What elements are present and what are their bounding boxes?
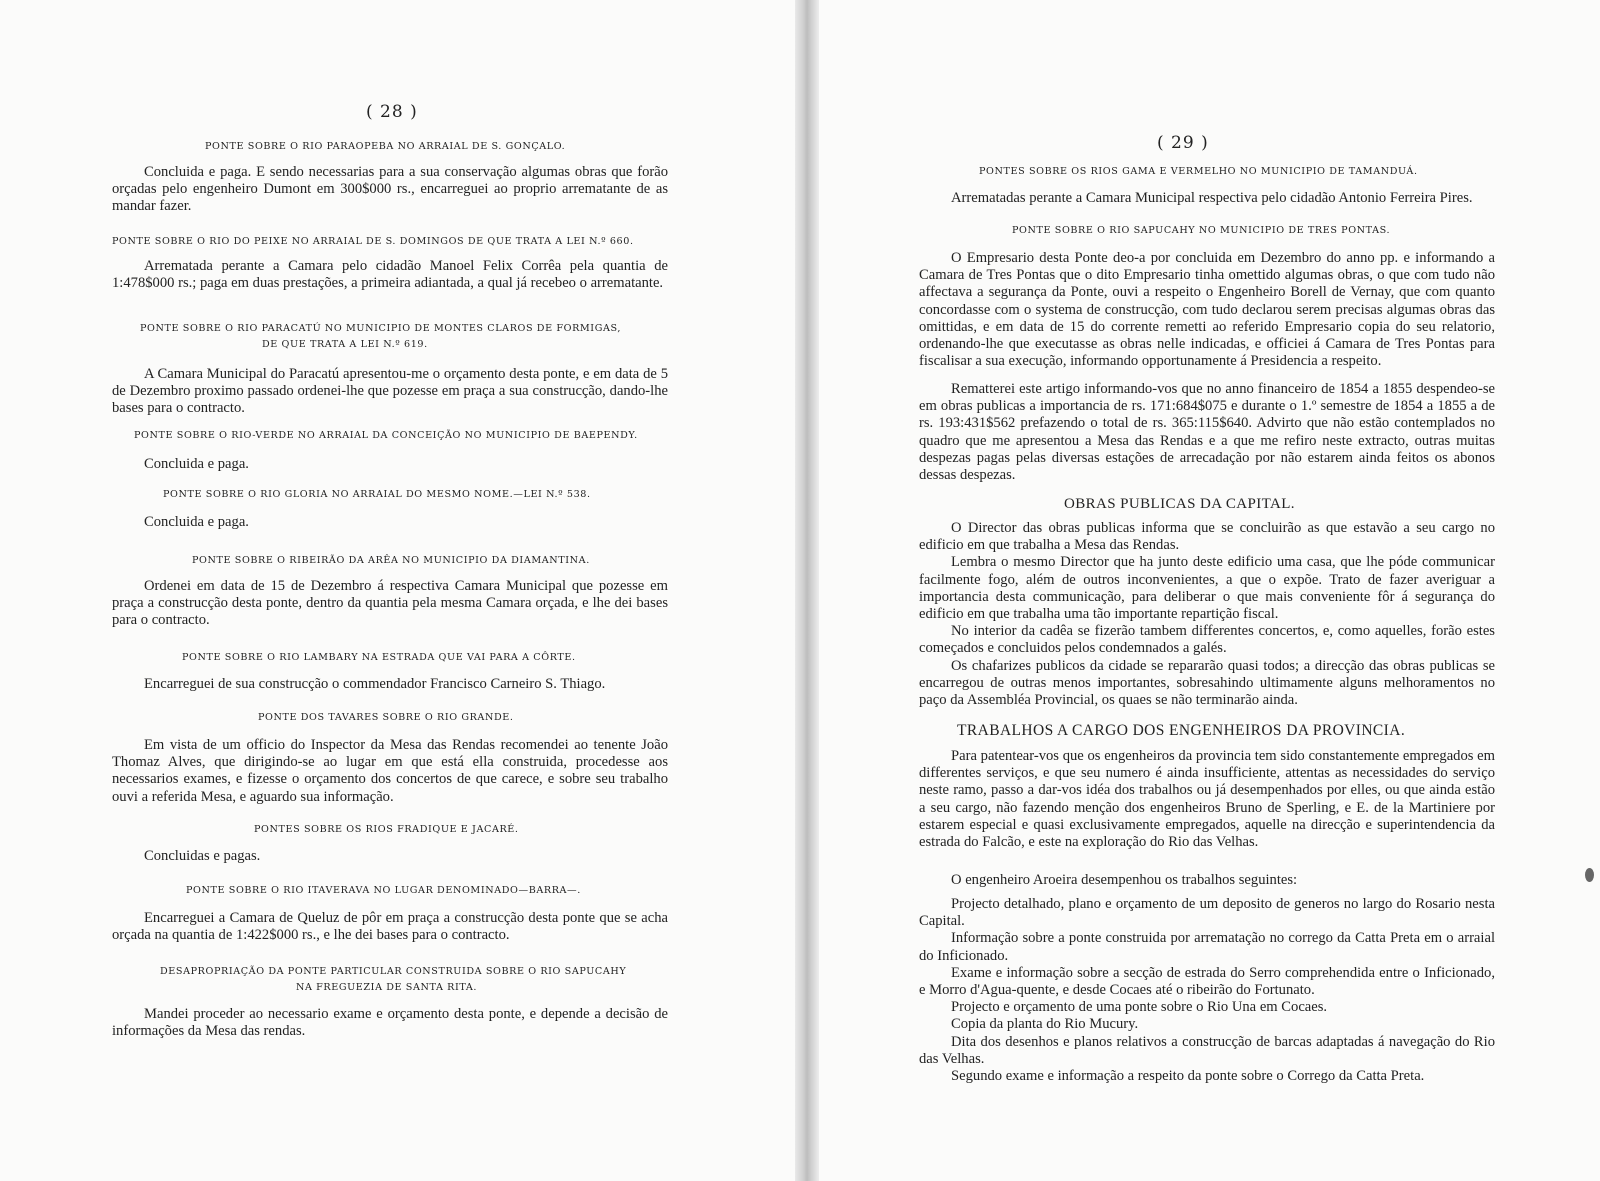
page-number: ( 28 ) [366, 102, 418, 122]
paragraph: Os chafarizes publicos da cidade se repararão quasi todos; a direcção das obras publicas se encarregou de outras menos importantes, sobresahindo ultimamente alguns melhoramentos no paço da Assembléa Provincial, os quaes se não terminarão ainda. [919, 657, 1495, 709]
section-title: TRABALHOS A CARGO DOS ENGENHEIROS DA PROVINCIA. [957, 722, 1406, 739]
paragraph: O engenheiro Aroeira desempenhou os trabalhos seguintes: [951, 872, 1298, 888]
section-text: Encarreguei a Camara de Queluz de pôr em praça a construcção desta ponte que se acha orçada na quantia de 1:422$000 rs., e lhe dei bases para o contracto. [112, 910, 668, 944]
paragraph: Para patentear-vos que os engenheiros da provincia tem sido constantemente empregados em differentes serviços, e que seu numero é ainda insufficiente, attentas as necessidades do serviço neste ramo, passo a dar-vos idéa dos trabalhos ou já desempenhados por elles, ou que ainda estão a seu cargo, não fazendo menção dos engenheiros Bruno de Sperling, e E. de la Martiniere por estarem especial e quasi exclusivamente empregados, aquelle na direcção e superintendencia da estrada do Falcão, e este na exploração do Rio das Velhas. [919, 748, 1495, 851]
paragraph: No interior da cadêa se fizerão tambem differentes concertos, e, como aquelles, forão estes começados e concluidos pelos condemnados a galés. [919, 623, 1495, 657]
paragraph: Lembra o mesmo Director que ha junto deste edificio uma casa, que lhe póde communicar facilmente fogo, além de outros inconvenientes, a que o expõe. Trato de fazer averiguar a importancia desta communicação, para deliberar o que mais conveniente fôr á segurança do edificio em que trabalha uma tão importante repartição fiscal. [919, 554, 1495, 623]
section-heading: PONTE SOBRE O RIBEIRÃO DA ARÊA NO MUNICIPIO DA DIAMANTINA. [192, 555, 590, 566]
section-heading: PONTE SOBRE O RIO DO PEIXE NO ARRAIAL DE S. DOMINGOS DE QUE TRATA A LEI N.º 660. [112, 236, 634, 247]
section-text: A Camara Municipal do Paracatú apresentou-me o orçamento desta ponte, e em data de 5 de Dezembro proximo passado ordenei-lhe que pozesse em praça a sua construcção, dando-lhe bases para o contracto. [112, 366, 668, 417]
section-heading: PONTE SOBRE O RIO ITAVERAVA NO LUGAR DENOMINADO—BARRA—. [186, 885, 581, 896]
section-text: Arrematada perante a Camara pelo cidadão Manoel Felix Corrêa pela quantia de 1:478$000 rs.; paga em duas prestações, a primeira adiantada, a qual já recebeo o arrematante. [112, 258, 668, 292]
section-heading: PONTE SOBRE O RIO LAMBARY NA ESTRADA QUE VAI PARA A CÔRTE. [182, 652, 576, 663]
section-text: Concluida e paga. E sendo necessarias para a sua conservação algumas obras que forão orçadas pelo engenheiro Dumont em 300$000 rs., encarreguei ao proprio arrematante de as mandar fazer. [112, 164, 668, 215]
right-page [819, 0, 1600, 1181]
aroeira-list [919, 896, 1495, 1085]
section-text: Mandei proceder ao necessario exame e orçamento desta ponte, e depende a decisão de informações da Mesa das rendas. [112, 1006, 668, 1040]
section-text: Rematterei este artigo informando-vos que no anno financeiro de 1854 a 1855 despendeo-se em obras publicas a importancia de rs. 171:684$075 e durante o 1.º semestre de 1854 a 1855 a de rs. 193:431$562 prefazendo o total de rs. 365:115$640. Advirto que não estão contemplados no quadro que me apresentou a Mesa das Rendas e a que me refiro neste extracto, outras muitas despezas pagas pelas diversas estações de arrecadação por não estarem ainda feitos os abonos dessas despezas. [919, 381, 1495, 484]
section-heading: PONTE SOBRE O RIO-VERDE NO ARRAIAL DA CONCEIÇÃO NO MUNICIPIO DE BAEPENDY. [134, 430, 638, 441]
section-heading: PONTE DOS TAVARES SOBRE O RIO GRANDE. [258, 712, 514, 723]
list-item: Informação sobre a ponte construida por arrematação no corrego da Catta Preta em o arraial do Inficionado. [919, 930, 1495, 964]
section-text: Concluidas e pagas. [144, 848, 261, 864]
list-item: Projecto detalhado, plano e orçamento de um deposito de generos no largo do Rosario nesta Capital. [919, 896, 1495, 930]
section-text: Encarreguei de sua construcção o commendador Francisco Carneiro S. Thiago. [144, 676, 606, 692]
capital-paragraphs [919, 520, 1495, 709]
section-heading-cont: NA FREGUEZIA DE SANTA RITA. [296, 982, 477, 993]
binding-hole-mark [1585, 868, 1594, 882]
page-number: ( 29 ) [1157, 133, 1209, 153]
section-text: Em vista de um officio do Inspector da Mesa das Rendas recomendei ao tenente João Thomaz Alves, que dirigindo-se ao lugar em que está ella construida, procedesse aos necessarios exames, e fizesse o orçamento dos concertos de que carece, e sobre seu trabalho ouvi a referida Mesa, e aguardo sua informação. [112, 737, 668, 805]
section-heading: PONTE SOBRE O RIO SAPUCAHY NO MUNICIPIO DE TRES PONTAS. [1012, 225, 1391, 236]
section-text: O Empresario desta Ponte deo-a por concluida em Dezembro do anno pp. e informando a Camara de Tres Pontas que o dito Empresario tinha omettido algumas obras, o que com tudo não affectava a segurança da Ponte, ouvi a respeito o Engenheiro Borell de Vernay, que com quanto concordasse com o systema de construcção, com tudo declarou serem precisas algumas obras das omittidas, e em data de 15 do corrente remetti ao referido Empresario copia do seu relatorio, ordenando-lhe que executasse as obras nelle indicadas, e officiei á Camara de Tres Pontas para fiscalisar a sua execução, informando opportunamente á Presidencia a respeito. [919, 250, 1495, 370]
section-title: OBRAS PUBLICAS DA CAPITAL. [1064, 496, 1295, 512]
section-heading: PONTE SOBRE O RIO PARACATÚ NO MUNICIPIO DE MONTES CLAROS DE FORMIGAS, [140, 323, 621, 334]
section-heading: DESAPROPRIAÇÃO DA PONTE PARTICULAR CONSTRUIDA SOBRE O RIO SAPUCAHY [160, 966, 627, 977]
list-item: Exame e informação sobre a secção de estrada do Serro comprehendida entre o Inficionado, e Morro d'Agua-quente, e desde Cocaes até o ribeirão do Fortunato. [919, 964, 1495, 999]
section-text: Ordenei em data de 15 de Dezembro á respectiva Camara Municipal que pozesse em praça a construcção desta ponte, dentro da quantia pela mesma Camara orçada, e lhe dei bases para o contracto. [112, 578, 668, 629]
section-heading: PONTE SOBRE O RIO PARAOPEBA NO ARRAIAL DE S. GONÇALO. [205, 141, 566, 152]
section-text: Concluida e paga. [144, 456, 249, 472]
left-page [0, 0, 795, 1181]
list-item: Segundo exame e informação a respeito da ponte sobre o Corrego da Catta Preta. [951, 1068, 1425, 1085]
section-heading: PONTES SOBRE OS RIOS FRADIQUE E JACARÉ. [254, 824, 519, 835]
list-item: Dita dos desenhos e planos relativos a construcção de barcas adaptadas á navegação do Rio das Velhas. [919, 1033, 1495, 1067]
section-heading-cont: DE QUE TRATA A LEI N.º 619. [262, 339, 428, 350]
list-item: Copia da planta do Rio Mucury. [951, 1016, 1139, 1033]
section-heading: PONTES SOBRE OS RIOS GAMA E VERMELHO NO MUNICIPIO DE TAMANDUÁ. [979, 166, 1418, 177]
list-item: Projecto e orçamento de uma ponte sobre o Rio Una em Cocaes. [951, 999, 1328, 1016]
section-text: Concluida e paga. [144, 514, 249, 530]
section-heading: PONTE SOBRE O RIO GLORIA NO ARRAIAL DO MESMO NOME.—LEI N.º 538. [163, 489, 591, 500]
paragraph: O Director das obras publicas informa que se concluirão as que estavão a seu cargo no edificio em que trabalha a Mesa das Rendas. [919, 520, 1495, 554]
section-text: Arrematadas perante a Camara Municipal respectiva pelo cidadão Antonio Ferreira Pires. [951, 190, 1473, 206]
book-spine [795, 0, 819, 1181]
